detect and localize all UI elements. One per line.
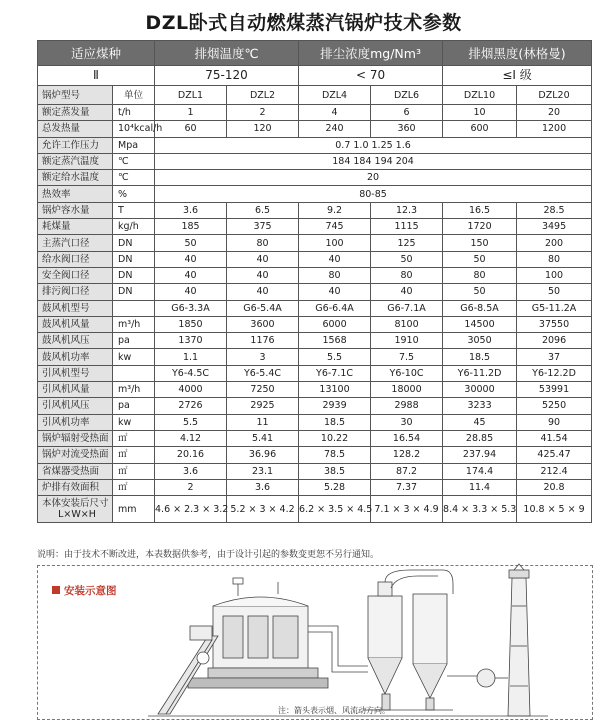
- table-row: [38, 365, 592, 381]
- table-cell: 212.4: [517, 463, 592, 479]
- table-cell: 745: [299, 219, 371, 235]
- table-subheader-row: [38, 66, 592, 86]
- table-cell: 10.8 × 5 × 9: [517, 496, 592, 523]
- row-name: 总发热量: [38, 121, 113, 137]
- row-name: 额定给水温度: [38, 170, 113, 186]
- table-cell: 80: [443, 267, 517, 283]
- row-unit: DN: [113, 267, 155, 283]
- table-cell: 150: [443, 235, 517, 251]
- row-name: 排污阀口径: [38, 284, 113, 300]
- table-cell: 5.5: [155, 414, 227, 430]
- row-name: 引风机风压: [38, 398, 113, 414]
- row-name: 热效率: [38, 186, 113, 202]
- table-cell: 360: [371, 121, 443, 137]
- coal-type-value: Ⅱ: [38, 66, 155, 86]
- table-cell: 53991: [517, 382, 592, 398]
- table-cell: 2925: [227, 398, 299, 414]
- table-row: [38, 121, 592, 137]
- table-row: [38, 267, 592, 283]
- table-cell: 50: [517, 284, 592, 300]
- row-name: 炉排有效面积: [38, 479, 113, 495]
- table-cell: 23.1: [227, 463, 299, 479]
- table-cell: 87.2: [371, 463, 443, 479]
- table-cell: G5-11.2A: [517, 300, 592, 316]
- row-unit: pa: [113, 333, 155, 349]
- table-cell: Y6-5.4C: [227, 365, 299, 381]
- table-cell: 100: [299, 235, 371, 251]
- table-cell: 185: [155, 219, 227, 235]
- table-cell: 7250: [227, 382, 299, 398]
- table-cell: 5250: [517, 398, 592, 414]
- table-cell: 13100: [299, 382, 371, 398]
- model-row-name: 锅炉型号: [38, 86, 113, 105]
- table-cell: 3.6: [155, 463, 227, 479]
- table-cell: 5.5: [299, 349, 371, 365]
- table-row: [38, 105, 592, 121]
- boiler-illustration: [158, 578, 328, 714]
- table-cell: 3.6: [155, 202, 227, 218]
- table-cell: 40: [371, 284, 443, 300]
- row-unit: DN: [113, 284, 155, 300]
- row-name: 锅炉对流受热面: [38, 447, 113, 463]
- table-row: [38, 382, 592, 398]
- table-cell: 28.5: [517, 202, 592, 218]
- row-name: 允许工作压力: [38, 137, 113, 153]
- row-unit: m³/h: [113, 382, 155, 398]
- header-coal-type: 适应煤种: [38, 41, 155, 66]
- table-cell: 30000: [443, 382, 517, 398]
- table-cell: 50: [443, 284, 517, 300]
- row-unit: kg/h: [113, 219, 155, 235]
- table-cell: 20.16: [155, 447, 227, 463]
- table-cell: 80: [517, 251, 592, 267]
- row-name: 鼓风机型号: [38, 300, 113, 316]
- table-cell: 1370: [155, 333, 227, 349]
- table-cell: 1.1: [155, 349, 227, 365]
- table-cell: 5.41: [227, 430, 299, 446]
- row-unit: DN: [113, 251, 155, 267]
- table-cell: 6.2 × 3.5 × 4.5: [299, 496, 371, 523]
- table-cell: 8100: [371, 316, 443, 332]
- table-cell: 38.5: [299, 463, 371, 479]
- table-cell: 12.3: [371, 202, 443, 218]
- table-cell: 7.5: [371, 349, 443, 365]
- table-cell: 40: [227, 284, 299, 300]
- table-cell: 11: [227, 414, 299, 430]
- table-cell: Y6-11.2D: [443, 365, 517, 381]
- table-cell: 2726: [155, 398, 227, 414]
- row-name: 引风机型号: [38, 365, 113, 381]
- table-row: [38, 430, 592, 446]
- table-cell: 7.1 × 3 × 4.9: [371, 496, 443, 523]
- table-cell: 78.5: [299, 447, 371, 463]
- table-cell: Y6-4.5C: [155, 365, 227, 381]
- table-cell: 16.54: [371, 430, 443, 446]
- install-diagram-box: [37, 565, 593, 720]
- dimension-label: 本体安装后尺寸: [42, 498, 109, 510]
- table-cell: G6-5.4A: [227, 300, 299, 316]
- header-exhaust-temp: 排烟温度℃: [155, 41, 299, 66]
- table-cell: 90: [517, 414, 592, 430]
- table-cell: 3495: [517, 219, 592, 235]
- row-unit: ℃: [113, 170, 155, 186]
- row-name: 耗煤量: [38, 219, 113, 235]
- table-cell: 40: [227, 267, 299, 283]
- row-unit: ℃: [113, 153, 155, 169]
- table-cell: 40: [227, 251, 299, 267]
- spec-table: [37, 40, 592, 523]
- table-row: [38, 300, 592, 316]
- dust-collector-illustration: [363, 570, 453, 710]
- model-cell: DZL10: [443, 86, 517, 105]
- table-cell: Y6-10C: [371, 365, 443, 381]
- table-cell: 80: [227, 235, 299, 251]
- table-cell: 1720: [443, 219, 517, 235]
- table-row: [38, 235, 592, 251]
- table-cell: G6-3.3A: [155, 300, 227, 316]
- dimension-row-name: [38, 496, 113, 523]
- table-cell: 2: [227, 105, 299, 121]
- row-unit: m³/h: [113, 316, 155, 332]
- row-unit: ㎡: [113, 479, 155, 495]
- table-cell: 41.54: [517, 430, 592, 446]
- model-cell: DZL6: [371, 86, 443, 105]
- row-name: 引风机功率: [38, 414, 113, 430]
- header-smoke-blackness: 排烟黑度(林格曼): [443, 41, 592, 66]
- row-name: 鼓风机功率: [38, 349, 113, 365]
- table-cell: 5.28: [299, 479, 371, 495]
- table-row: [38, 137, 592, 153]
- row-unit: kw: [113, 349, 155, 365]
- table-cell: 50: [443, 251, 517, 267]
- table-cell: 3233: [443, 398, 517, 414]
- table-cell: 1: [155, 105, 227, 121]
- table-cell: 18000: [371, 382, 443, 398]
- table-cell: 28.85: [443, 430, 517, 446]
- row-unit: pa: [113, 398, 155, 414]
- table-cell: 36.96: [227, 447, 299, 463]
- table-row: [38, 202, 592, 218]
- square-bullet-icon: [52, 586, 60, 594]
- table-row: [38, 463, 592, 479]
- table-cell: 8.4 × 3.3 × 5.3: [443, 496, 517, 523]
- table-cell: 4: [299, 105, 371, 121]
- page-title: DZL卧式自动燃煤蒸汽锅炉技术参数: [145, 12, 462, 34]
- install-diagram: [38, 566, 592, 719]
- table-row: [38, 447, 592, 463]
- table-cell: 3050: [443, 333, 517, 349]
- table-cell: 10: [443, 105, 517, 121]
- table-cell: 6: [371, 105, 443, 121]
- row-unit: %: [113, 186, 155, 202]
- footnote: 说明：由于技术不断改进，本表数据供参考，由于设计引起的参数变更恕不另行通知。: [37, 550, 380, 560]
- table-cell: 6.5: [227, 202, 299, 218]
- table-row: [38, 186, 592, 202]
- table-cell: 9.2: [299, 202, 371, 218]
- table-cell: Y6-12.2D: [517, 365, 592, 381]
- row-name: 给水阀口径: [38, 251, 113, 267]
- table-cell: 4.6 × 2.3 × 3.2: [155, 496, 227, 523]
- table-cell: 1850: [155, 316, 227, 332]
- table-row: [38, 170, 592, 186]
- table-cell: G6-6.4A: [299, 300, 371, 316]
- table-cell: 120: [227, 121, 299, 137]
- dust-concentration-value: < 70: [299, 66, 443, 86]
- table-cell: 50: [371, 251, 443, 267]
- table-cell: 240: [299, 121, 371, 137]
- table-cell: 2096: [517, 333, 592, 349]
- merged-cell: 20: [155, 170, 592, 186]
- install-diagram-note: 注：箭头表示烟、风流动方向。: [278, 706, 390, 715]
- row-unit: DN: [113, 235, 155, 251]
- row-unit: ㎡: [113, 447, 155, 463]
- table-cell: G6-7.1A: [371, 300, 443, 316]
- table-cell: 5.2 × 3 × 4.2: [227, 496, 299, 523]
- table-cell: 425.47: [517, 447, 592, 463]
- table-cell: 128.2: [371, 447, 443, 463]
- row-name: 锅炉容水量: [38, 202, 113, 218]
- table-row: [38, 153, 592, 169]
- table-cell: 40: [299, 251, 371, 267]
- table-cell: 1176: [227, 333, 299, 349]
- row-unit: t/h: [113, 105, 155, 121]
- merged-cell: 80-85: [155, 186, 592, 202]
- dimension-row: [38, 496, 592, 523]
- table-cell: 125: [371, 235, 443, 251]
- table-row: [38, 479, 592, 495]
- row-unit: mm: [113, 496, 155, 523]
- header-dust-concentration: 排尘浓度mg/Nm³: [299, 41, 443, 66]
- table-cell: 3600: [227, 316, 299, 332]
- row-unit: [113, 300, 155, 316]
- table-cell: Y6-7.1C: [299, 365, 371, 381]
- table-cell: 18.5: [443, 349, 517, 365]
- model-cell: DZL2: [227, 86, 299, 105]
- row-unit: 10⁴kcal/h: [113, 121, 155, 137]
- model-row: [38, 86, 592, 105]
- row-name: 额定蒸发量: [38, 105, 113, 121]
- table-row: [38, 251, 592, 267]
- table-cell: 1910: [371, 333, 443, 349]
- row-unit: T: [113, 202, 155, 218]
- table-cell: 2988: [371, 398, 443, 414]
- table-cell: 375: [227, 219, 299, 235]
- row-unit: Mpa: [113, 137, 155, 153]
- table-cell: 20.8: [517, 479, 592, 495]
- table-cell: 200: [517, 235, 592, 251]
- table-cell: 4.12: [155, 430, 227, 446]
- table-cell: 40: [155, 284, 227, 300]
- table-cell: 50: [155, 235, 227, 251]
- table-cell: 6000: [299, 316, 371, 332]
- table-cell: 1200: [517, 121, 592, 137]
- row-unit: ㎡: [113, 463, 155, 479]
- table-cell: 2939: [299, 398, 371, 414]
- row-name: 安全阀口径: [38, 267, 113, 283]
- table-row: [38, 284, 592, 300]
- chimney-illustration: [447, 564, 530, 716]
- install-diagram-label: [52, 583, 117, 598]
- table-cell: 4000: [155, 382, 227, 398]
- table-cell: 1568: [299, 333, 371, 349]
- row-name: 鼓风机风量: [38, 316, 113, 332]
- table-cell: 3.6: [227, 479, 299, 495]
- table-cell: 40: [155, 267, 227, 283]
- install-diagram-title: 安装示意图: [64, 585, 117, 597]
- table-row: [38, 219, 592, 235]
- table-cell: 18.5: [299, 414, 371, 430]
- table-cell: 10.22: [299, 430, 371, 446]
- table-cell: 237.94: [443, 447, 517, 463]
- row-name: 锅炉辐射受热面: [38, 430, 113, 446]
- table-cell: 14500: [443, 316, 517, 332]
- row-name: 鼓风机风压: [38, 333, 113, 349]
- table-cell: 80: [299, 267, 371, 283]
- table-row: [38, 414, 592, 430]
- table-cell: 37550: [517, 316, 592, 332]
- table-cell: 2: [155, 479, 227, 495]
- model-cell: DZL20: [517, 86, 592, 105]
- model-cell: DZL1: [155, 86, 227, 105]
- table-header-row: [38, 41, 592, 66]
- row-name: 额定蒸汽温度: [38, 153, 113, 169]
- table-cell: 40: [299, 284, 371, 300]
- table-cell: 1115: [371, 219, 443, 235]
- table-row: [38, 316, 592, 332]
- row-unit: ㎡: [113, 430, 155, 446]
- model-row-unit: 单位: [113, 86, 155, 105]
- merged-cell: 0.7 1.0 1.25 1.6: [155, 137, 592, 153]
- table-cell: 3: [227, 349, 299, 365]
- model-cell: DZL4: [299, 86, 371, 105]
- table-row: [38, 349, 592, 365]
- table-cell: 7.37: [371, 479, 443, 495]
- table-cell: G6-8.5A: [443, 300, 517, 316]
- row-name: 引风机风量: [38, 382, 113, 398]
- row-unit: kw: [113, 414, 155, 430]
- exhaust-temp-value: 75-120: [155, 66, 299, 86]
- table-cell: 37: [517, 349, 592, 365]
- table-cell: 40: [155, 251, 227, 267]
- merged-cell: 184 184 194 204: [155, 153, 592, 169]
- table-cell: 100: [517, 267, 592, 283]
- table-cell: 20: [517, 105, 592, 121]
- smoke-blackness-value: ≤Ⅰ 级: [443, 66, 592, 86]
- table-cell: 60: [155, 121, 227, 137]
- row-name: 省煤器受热面: [38, 463, 113, 479]
- table-cell: 11.4: [443, 479, 517, 495]
- dimension-sublabel: L×W×H: [58, 509, 96, 521]
- row-name: 主蒸汽口径: [38, 235, 113, 251]
- table-row: [38, 333, 592, 349]
- table-cell: 30: [371, 414, 443, 430]
- table-cell: 174.4: [443, 463, 517, 479]
- table-cell: 600: [443, 121, 517, 137]
- row-unit: [113, 365, 155, 381]
- table-cell: 45: [443, 414, 517, 430]
- table-cell: 80: [371, 267, 443, 283]
- table-row: [38, 398, 592, 414]
- table-cell: 16.5: [443, 202, 517, 218]
